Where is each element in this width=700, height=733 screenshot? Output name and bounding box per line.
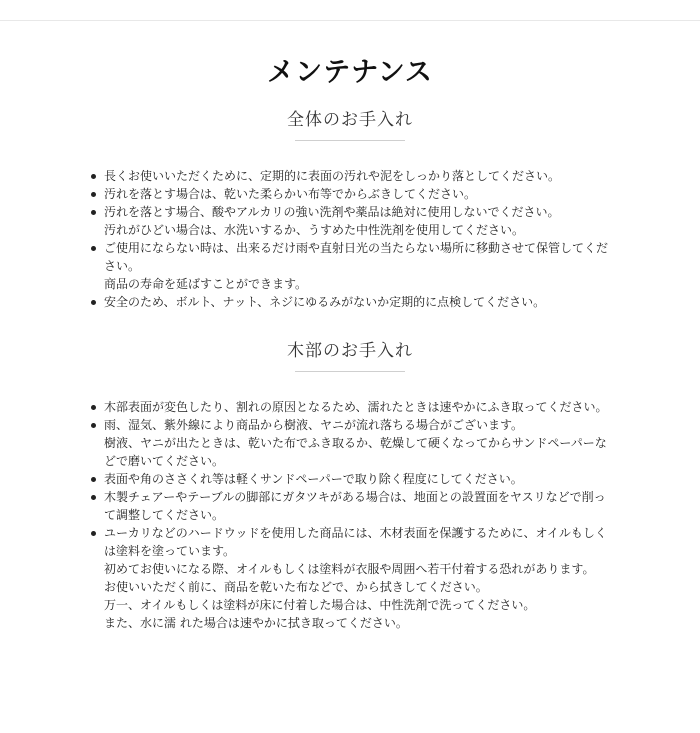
list-item-text: 万一、オイルもしくは塗料が床に付着した場合は、中性洗剤で洗ってください。: [104, 598, 536, 612]
list-item: [104, 488, 612, 524]
list-item-text: 長くお使いいただくために、定期的に表面の汚れや泥をしっかり落としてください。: [104, 169, 561, 183]
list-item-text: 木製チェアーやテーブルの脚部にガタツキがある場合は、地面との設置面をヤスリなどで削って調整してください。: [104, 490, 606, 522]
list-item-text: また、水に濡 れた場合は速やかに拭き取ってください。: [104, 616, 408, 630]
list-item: [104, 416, 612, 470]
list-item: [104, 203, 612, 239]
list-item-text: 樹液、ヤニが出たときは、乾いた布でふき取るか、乾燥して硬くなってからサンドペーパーなどで磨いてください。: [104, 436, 607, 468]
heading-underline: [295, 371, 405, 372]
heading-underline: [295, 140, 405, 141]
list-item-text: 雨、湿気、紫外線により商品から樹液、ヤニが流れ落ちる場合がございます。: [104, 418, 524, 432]
section-heading: 全体のお手入れ: [287, 110, 413, 130]
section-heading: 木部のお手入れ: [287, 341, 413, 361]
list-item-text: 初めてお使いになる際、オイルもしくは塗料が衣服や周囲へ若干付着する恐れがあります。: [104, 562, 595, 576]
list-item-text: お使いいただく前に、商品を乾いた布などで、から拭きしてください。: [104, 580, 488, 594]
care-list: [0, 167, 612, 311]
list-item-text: 安全のため、ボルト、ナット、ネジにゆるみがないか定期的に点検してください。: [104, 295, 546, 309]
section-general-care: [0, 108, 700, 311]
page-title: メンテナンス: [267, 57, 433, 88]
section-wood-care: [0, 339, 700, 632]
list-item-text: ユーカリなどのハードウッドを使用した商品には、木材表面を保護するために、オイルもしくは塗料を塗っています。: [104, 526, 607, 558]
list-item-text: 木部表面が変色したり、割れの原因となるため、濡れたときは速やかにふき取ってください。: [104, 400, 608, 414]
list-item: [104, 524, 612, 632]
list-item-text: 商品の寿命を延ばすことができます。: [104, 277, 308, 291]
list-item: [104, 185, 612, 203]
top-divider: [0, 20, 700, 21]
list-item: [104, 398, 612, 416]
list-item: [104, 470, 612, 488]
list-item-text: 汚れがひどい場合は、水洗いするか、うすめた中性洗剤を使用してください。: [104, 223, 525, 237]
list-item: [104, 239, 612, 293]
list-item: [104, 293, 612, 311]
list-item-text: ご使用にならない時は、出来るだけ雨や直射日光の当たらない場所に移動させて保管してください。: [104, 241, 609, 273]
list-item-text: 汚れを落とす場合は、乾いた柔らかい布等でからぶきしてください。: [104, 187, 477, 201]
list-item-text: 汚れを落とす場合、酸やアルカリの強い洗剤や薬品は絶対に使用しないでください。: [104, 205, 560, 219]
list-item-text: 表面や角のささくれ等は軽くサンドペーパーで取り除く程度にしてください。: [104, 472, 523, 486]
care-list: [0, 398, 612, 632]
list-item: [104, 167, 612, 185]
